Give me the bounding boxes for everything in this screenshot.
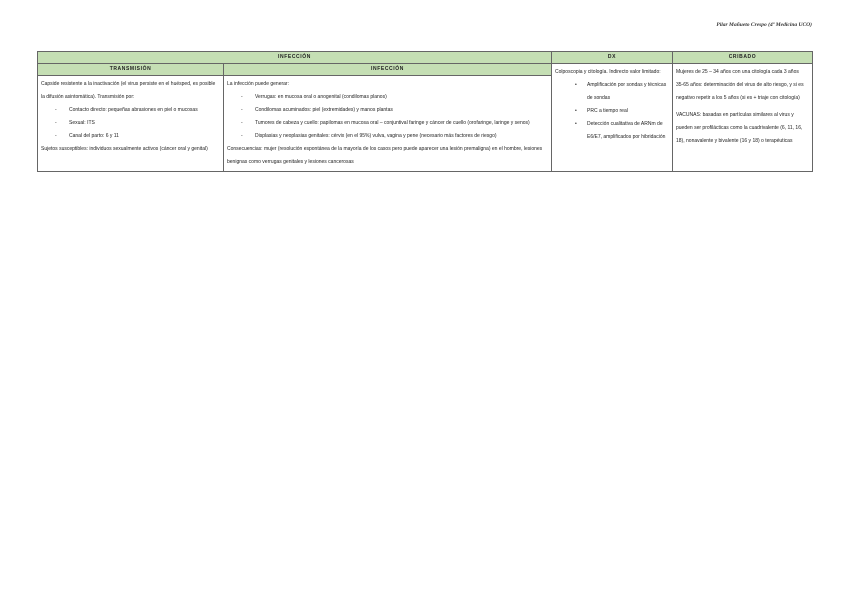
list-item: - Canal del parto: 6 y 11 xyxy=(55,130,220,143)
author-credit: Pilar Mañueto Crespo (4º Medicina UCO) xyxy=(716,22,812,28)
cribado-paragraph: Mujeres de 25 – 34 años con una citología cada 3 años xyxy=(676,69,799,75)
transmision-cell xyxy=(38,76,224,172)
header-cribado: CRIBADO xyxy=(673,52,813,64)
dx-intro: Colposcopia y citología. Indirecto valor limitado: xyxy=(555,69,661,75)
header-infeccion-group: INFECCIÓN xyxy=(38,52,552,64)
transmision-list xyxy=(41,104,220,143)
list-item: • PRC a tiempo real xyxy=(575,105,669,118)
list-item: - Contacto directo: pequeñas abrasiones en piel o mucosas xyxy=(55,104,220,117)
list-item: • Detección cualitativa de ARNm de E6/E7, amplificados por hibridación xyxy=(575,118,669,144)
list-item: • Amplificación por sondas y técnicas de sondas xyxy=(575,79,669,105)
cribado-paragraph: VACUNAS: basadas en partículas similares al virus y pueden ser profilácticas como la cuadrivalente (6, 11, 16, 18), nonavalente y bivalente (16 y 18) o terapéuticas xyxy=(676,112,803,144)
list-item: - Sexual: ITS xyxy=(55,117,220,130)
transmision-outro: Sujetos susceptibles: individuos sexualmente activos (cáncer oral y genital) xyxy=(41,146,208,152)
header-infeccion: INFECCIÓN xyxy=(224,64,552,76)
infeccion-outro: Consecuencias: mujer (resolución espontánea de la mayoría de los casos pero puede aparecer una lesión premaligna) en el hombre, lesiones benignas como verrugas genitales y lesiones cancerosas xyxy=(227,146,543,165)
infeccion-intro: La infección puede generar: xyxy=(227,81,289,87)
cribado-paragraph: 35-65 años: determinación del virus de alto riesgo, y si es negativo repetir a los 5 años (si es + triaje con citología) xyxy=(676,82,804,101)
list-item: - Verrugas: en mucosa oral o anogenital (condilomas planos) xyxy=(241,91,548,104)
dx-cell xyxy=(552,64,673,172)
dx-list xyxy=(555,79,669,144)
infeccion-cell xyxy=(224,76,552,172)
list-item: - Condilomas acuminados: piel (extremidades) y manos plantas xyxy=(241,104,548,117)
summary-table xyxy=(37,51,813,172)
transmision-intro: Capside resistente a la inactivación (el virus persiste en el huésped, es posible la difusión asintomática). Transmisión por: xyxy=(41,81,216,100)
cribado-cell xyxy=(673,64,813,172)
header-transmision: TRANSMISIÓN xyxy=(38,64,224,76)
list-item: - Displasias y neoplasias genitales: cérvix (en el 95%) vulva, vagina y pene (necesario más factores de riesgo) xyxy=(241,130,548,143)
infeccion-list xyxy=(227,91,548,143)
list-item: - Tumores de cabeza y cuello: papilomas en mucosa oral – conjuntival faringe y cáncer de cuello (orofaringe, laringe y senos) xyxy=(241,117,548,130)
header-dx: DX xyxy=(552,52,673,64)
